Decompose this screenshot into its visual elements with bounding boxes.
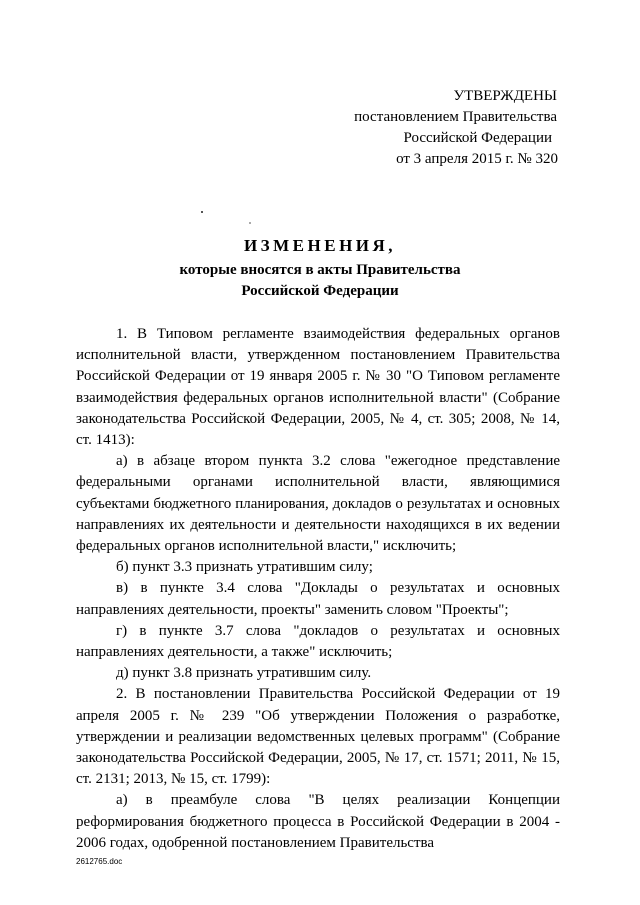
scan-speck — [201, 211, 203, 213]
paragraph: г) в пункте 3.7 слова "докладов о результатах и основных направлениях деятельности, а также" исключить; — [76, 622, 560, 661]
document-heading: ИЗМЕНЕНИЯ, — [243, 236, 397, 255]
paragraph: в) в пункте 3.4 слова "Доклады о результатах и основных направлениях деятельности, проекты" заменить словом "Проекты"; — [76, 580, 560, 618]
scan-speck — [249, 222, 251, 224]
paragraph: 2. В постановлении Правительства Российской Федерации от 19 апреля 2005 г. № 239 "Об утверждении Положения о разработке, утверждении и реализации ведомственных целевых программ" (Собрание законодательства Российской Федерации, 2005, № 17, ст. 1571; 2011, № 15, ст. 2131; 2013, № 15, ст. 1799): — [76, 686, 560, 788]
approval-stamp — [300, 86, 560, 170]
paragraph: а) в абзаце втором пункта 3.2 слова "ежегодное представление федеральными органами исполнительной власти, являющимися субъектами бюджетного планирования, докладов о результатах и основных направлениях их деятельности и деятельности находящихся в их ведении федеральных органов исполнительной власти," исключить; — [76, 453, 560, 555]
paragraph: д) пункт 3.8 признать утратившим силу. — [116, 665, 372, 682]
document-body — [76, 324, 560, 854]
approval-title: УТВЕРЖДЕНЫ — [453, 88, 557, 104]
document-subheading — [0, 260, 640, 302]
approval-line-2: Российской Федерации — [403, 130, 552, 146]
paragraph: 1. В Типовом регламенте взаимодействия федеральных органов исполнительной власти, утвержденном постановлением Правительства Российской Федерации от 19 января 2005 г. № 30 "О Типовом регламенте взаимодействия федеральных органов исполнительной власти" (Собрание законодательства Российской Федерации, 2005, № 4, ст. 305; 2008, № 14, ст. 1413): — [76, 326, 560, 449]
subheading-line-2: Российской Федерации — [241, 283, 399, 299]
paragraph: б) пункт 3.3 признать утратившим силу; — [116, 559, 373, 576]
footer-filename: 2612765.doc — [76, 857, 123, 866]
subheading-line-1: которые вносятся в акты Правительства — [179, 262, 461, 278]
approval-line-1: постановлением Правительства — [354, 109, 557, 125]
approval-line-3: от 3 апреля 2015 г. № 320 — [396, 151, 558, 167]
paragraph: а) в преамбуле слова "В целях реализации Концепции реформирования бюджетного процесса в Российской Федерации в 2004 - 2006 годах, одобренной постановлением Правительства — [76, 792, 560, 851]
